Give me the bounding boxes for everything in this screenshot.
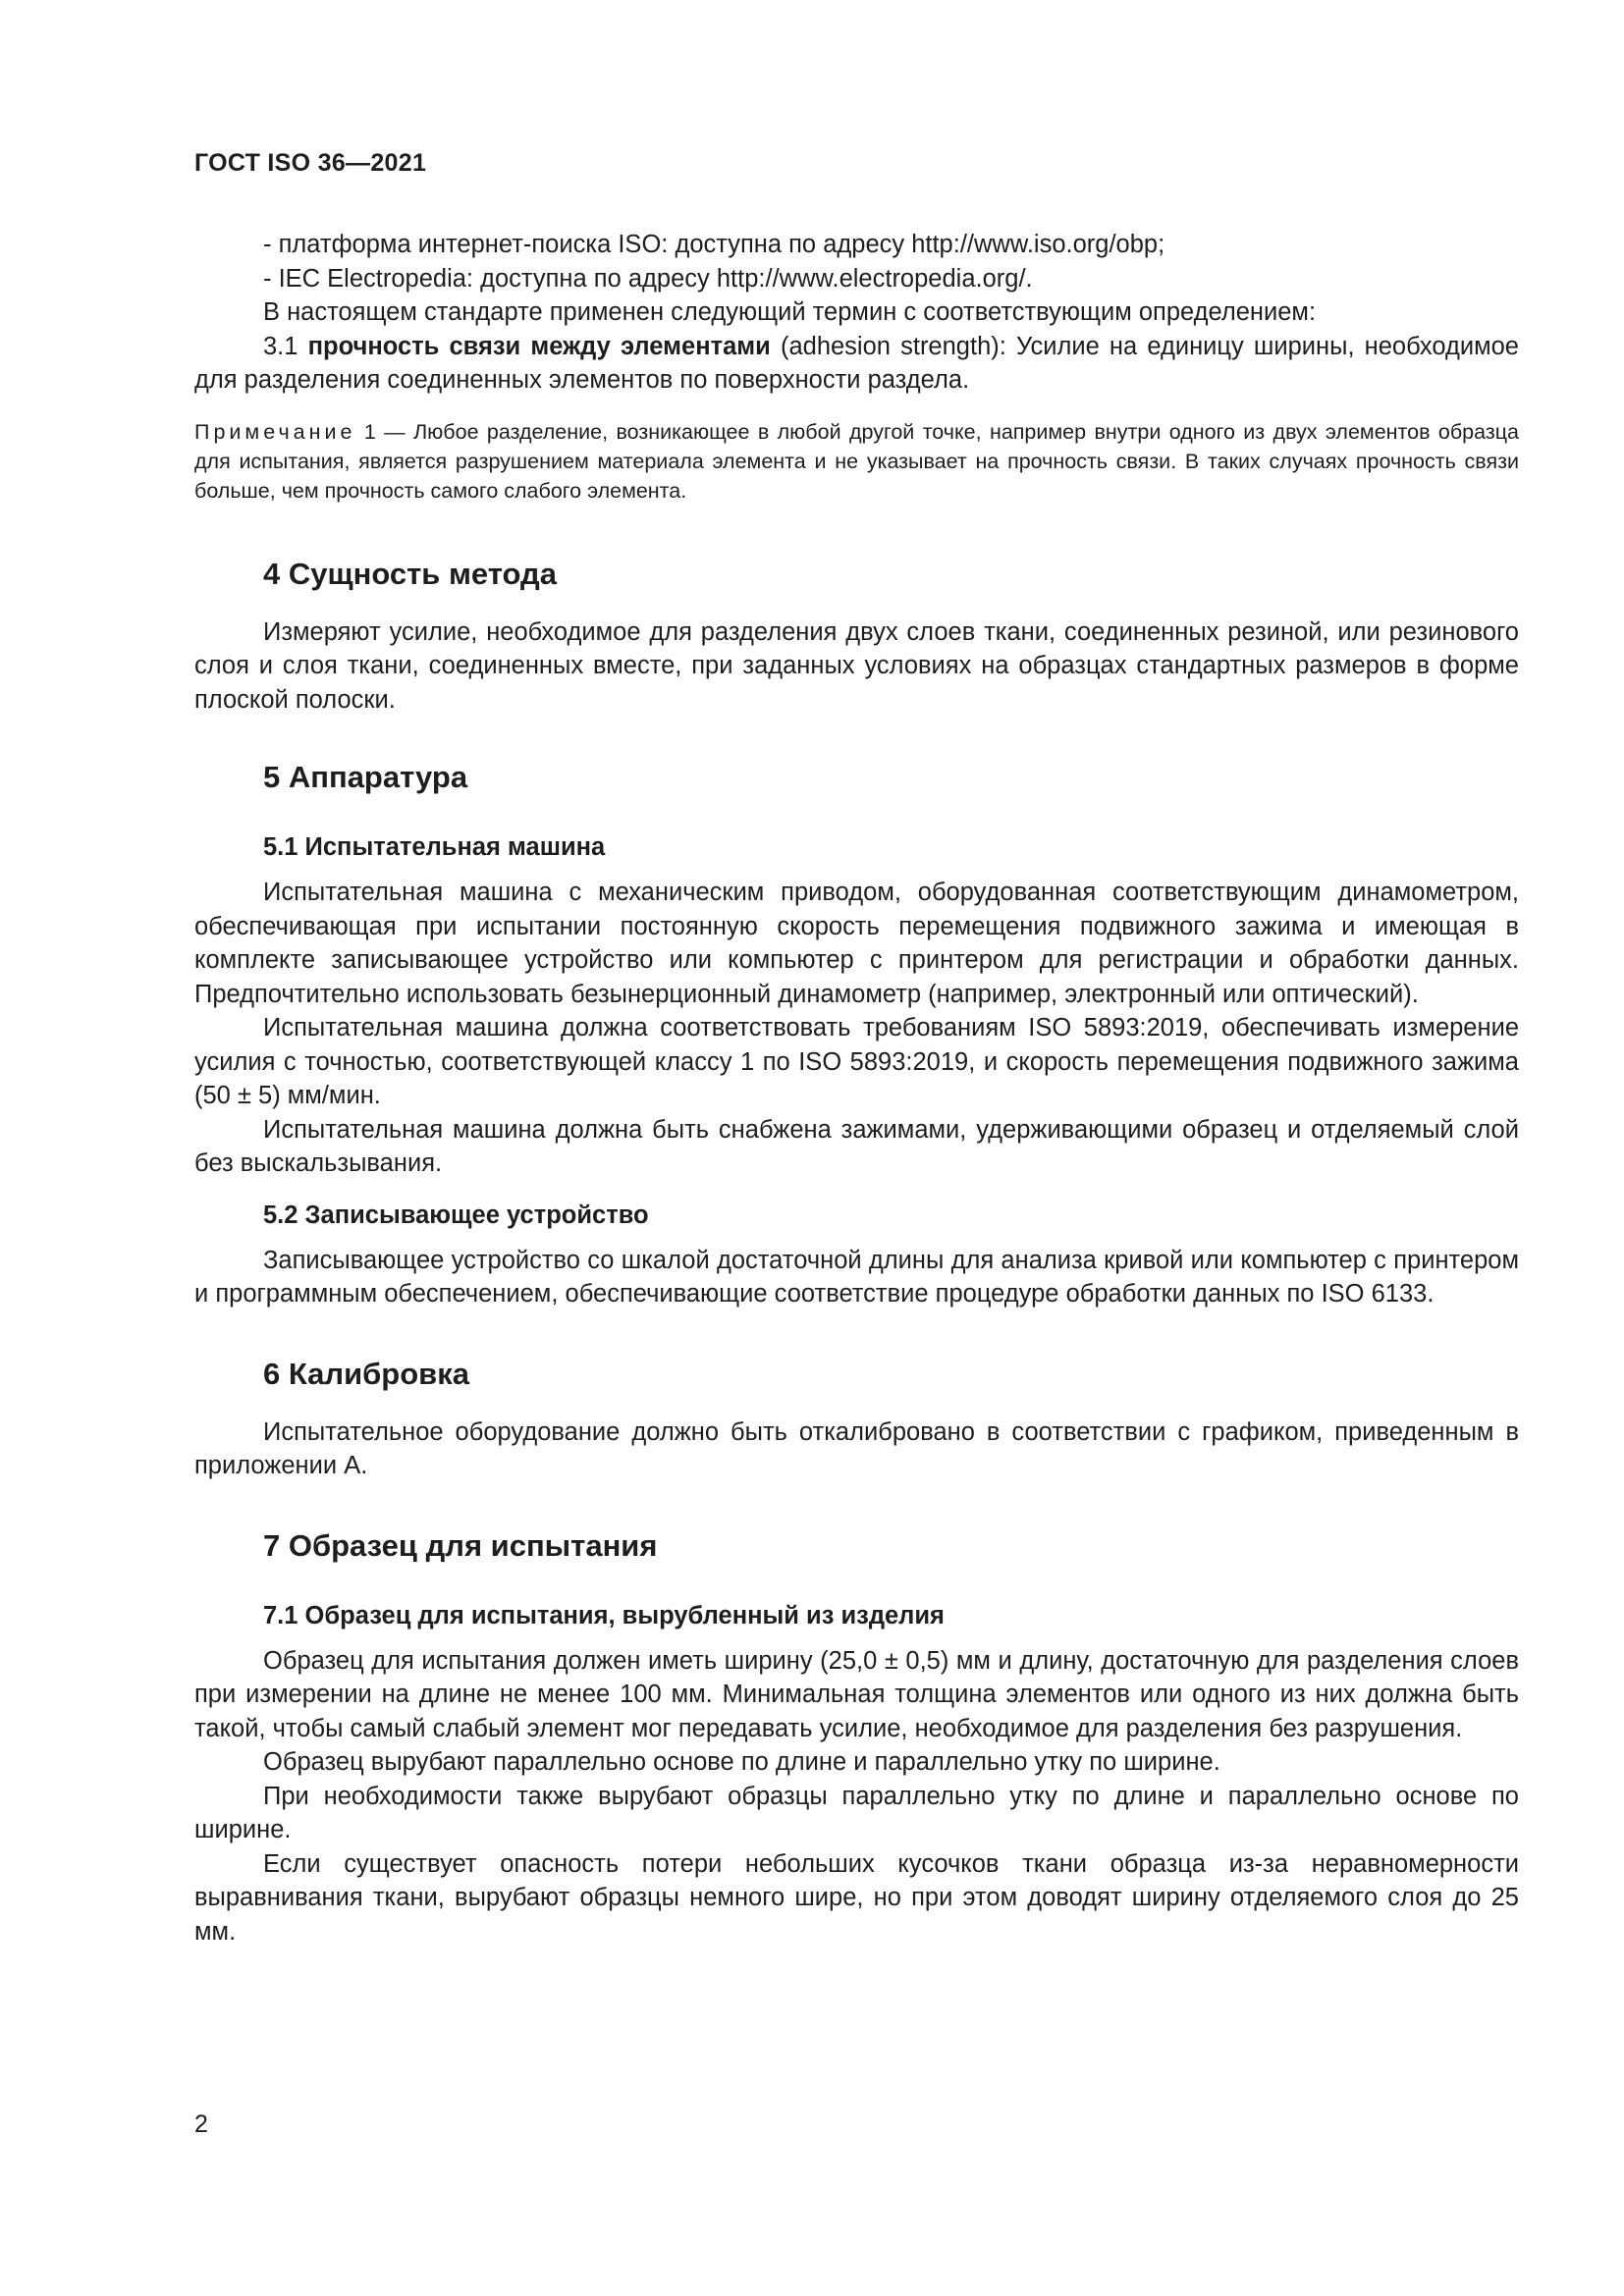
term-name: прочность связи между элементами: [307, 332, 771, 360]
subsection-7-1-paragraph-4: Если существует опасность потери небольших кусочков ткани образца из-за неравномерности выравнивания ткани, вырубают образцы немного шире, но при этом доводят ширину отделяемого слоя до 25 мм.: [194, 1849, 1519, 1946]
subsection-5-2-title: 5.2 Записывающее устройство: [263, 1201, 649, 1229]
term-text: (adhesion strength): Усилие на единицу ширины, необходимое для разделения соединенных элементов по поверхности раздела.: [194, 332, 1519, 394]
subsection-7-1-title: 7.1 Образец для испытания, вырубленный из изделия: [263, 1601, 945, 1629]
term-definition: [194, 330, 1519, 398]
section-6-paragraph: Испытательное оборудование должно быть откалибровано в соответствии с графиком, приведенным в приложении А.: [194, 1417, 1519, 1479]
intro-line-3: В настоящем стандарте применен следующий термин с соответствующим определением:: [263, 298, 1317, 326]
intro-line-1: - платформа интернет-поиска ISO: доступна по адресу http://www.iso.org/obp;: [263, 231, 1165, 258]
term-number: 3.1: [263, 332, 308, 360]
section-4-title: 4 Сущность метода: [263, 556, 557, 591]
subsection-5-1-paragraph-2: Испытательная машина должна соответствовать требованиям ISO 5893:2019, обеспечивать измерение усилия с точностью, соответствующей классу 1 по ISO 5893:2019, и скорость перемещения подвижного зажима (50 ± 5) мм/мин.: [194, 1014, 1519, 1109]
section-4-paragraph: Измеряют усилие, необходимое для разделения двух слоев ткани, соединенных резиной, или резинового слоя и слоя ткани, соединенных вместе, при заданных условиях на образцах стандартных размеров в форме плоской полоски.: [194, 617, 1519, 714]
subsection-5-1-title: 5.1 Испытательная машина: [263, 833, 606, 861]
page-number: 2: [194, 2110, 208, 2138]
note-text: 1 — Любое разделение, возникающее в любой другой точке, например внутри одного из двух элементов образца для испытания, является разрушением материала элемента и не указывает на прочность связи. В таких случаях прочность связи больше, чем прочность самого слабого элемента.: [194, 419, 1519, 503]
section-5-title: 5 Аппаратура: [263, 760, 468, 794]
document-body: [194, 228, 1519, 1949]
section-7-title: 7 Образец для испытания: [263, 1527, 658, 1563]
subsection-7-1-paragraph-2: Образец вырубают параллельно основе по длине и параллельно утку по ширине.: [263, 1748, 1220, 1776]
term-note: [194, 417, 1519, 506]
subsection-5-1-paragraph-1: Испытательная машина с механическим приводом, оборудованная соответствующим динамометром, обеспечивающая при испытании постоянную скорость перемещения подвижного зажима и имеющая в комплекте записывающее устройство или компьютер с принтером для регистрации и обработки данных. Предпочтительно использовать безынерционный динамометр (например, электронный или оптический).: [194, 879, 1519, 1008]
subsection-5-2-paragraph: Записывающее устройство со шкалой достаточной длины для анализа кривой или компьютер с принтером и программным обеспечением, обеспечивающие соответствие процедуре обработки данных по ISO 6133.: [194, 1246, 1519, 1308]
subsection-7-1-paragraph-3: При необходимости также вырубают образцы параллельно утку по длине и параллельно основе по ширине.: [194, 1782, 1519, 1843]
subsection-7-1-paragraph-1: Образец для испытания должен иметь ширину (25,0 ± 0,5) мм и длину, достаточную для разделения слоев при измерении на длине не менее 100 мм. Минимальная толщина элементов или одного из них должна быть такой, чтобы самый слабый элемент мог передавать усилие, необходимое для разделения без разрушения.: [194, 1646, 1519, 1742]
subsection-5-1-paragraph-3: Испытательная машина должна быть снабжена зажимами, удерживающими образец и отделяемый слой без выскальзывания.: [194, 1115, 1519, 1177]
document-code: ГОСТ ISO 36—2021: [194, 149, 427, 177]
note-label: Примечание: [194, 419, 356, 444]
intro-line-2: - IEC Electropedia: доступна по адресу http://www.electropedia.org/.: [263, 264, 1033, 293]
section-6-title: 6 Калибровка: [263, 1356, 469, 1391]
